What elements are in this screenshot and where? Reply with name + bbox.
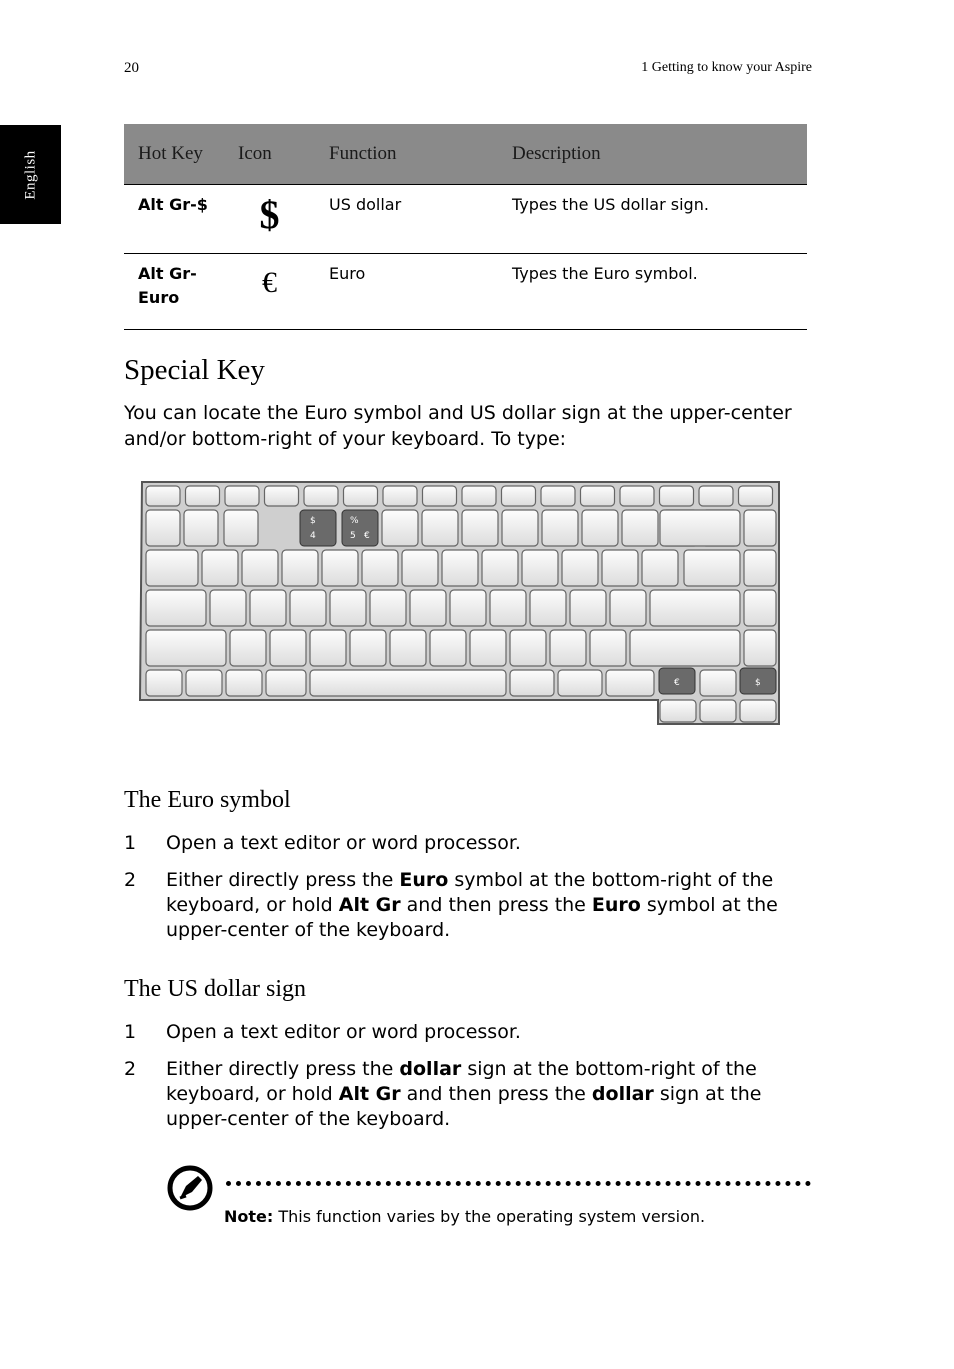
step-text: Open a text editor or word processor.: [166, 1021, 521, 1043]
hotkey-table: [124, 124, 807, 330]
key-5-euro: [342, 510, 378, 546]
table-header-row: [124, 124, 807, 185]
keyboard-key: [700, 670, 736, 696]
keyboard-key: [390, 630, 426, 666]
step-emphasis: Euro: [399, 869, 449, 891]
keyboard-key: [570, 590, 606, 626]
keyboard-key: [660, 486, 694, 506]
section-heading-dollar: The US dollar sign: [124, 976, 306, 1002]
keyboard-key: [502, 510, 538, 546]
keyboard-key: [146, 510, 180, 546]
keyboard-key: [310, 670, 506, 696]
keyboard-key: [146, 590, 206, 626]
hot-key-cell: Alt Gr-$: [124, 185, 224, 254]
key5-top-label: %: [350, 516, 359, 526]
dollar-icon: $: [259, 192, 280, 237]
keyboard-key: [582, 510, 618, 546]
keyboard-key: [402, 550, 438, 586]
step-text-pre: Either directly press the: [166, 869, 400, 891]
dollar-steps-list: [124, 1020, 814, 1144]
note-pen-icon: [166, 1164, 214, 1212]
keyboard-key: [550, 630, 586, 666]
keyboard-key: [270, 630, 306, 666]
keyboard-key: [442, 550, 478, 586]
step-emphasis: dollar: [591, 1083, 654, 1105]
step-number: 2: [124, 1058, 137, 1080]
keyboard-key: [226, 670, 262, 696]
keyboard-illustration: [138, 478, 784, 730]
step-text-mid: and then press the: [400, 1083, 592, 1105]
function-cell: Euro: [315, 254, 498, 330]
key4-top-label: $: [310, 516, 316, 526]
keyboard-key: [422, 510, 458, 546]
keyboard-key: [266, 670, 306, 696]
keyboard-key: [250, 590, 286, 626]
keyboard-key: [423, 486, 457, 506]
keyboard-key: [462, 486, 496, 506]
list-item: [124, 868, 814, 943]
keyboard-key: [558, 670, 602, 696]
function-cell: US dollar: [315, 185, 498, 254]
keyboard-key: [562, 550, 598, 586]
keyboard-key: [700, 700, 736, 722]
keyboard-key: [146, 630, 226, 666]
list-item: [124, 831, 814, 856]
list-item: [124, 1020, 814, 1045]
icon-cell: [224, 185, 315, 254]
keyboard-key: [490, 590, 526, 626]
step-number: 1: [124, 832, 137, 854]
description-cell: Types the Euro symbol.: [498, 254, 807, 330]
keyboard-key: [740, 700, 776, 722]
dollar-key-label: $: [755, 678, 761, 688]
keyboard-key: [282, 550, 318, 586]
note-text: [224, 1207, 705, 1226]
keyboard-key: [186, 670, 222, 696]
keyboard-key: [622, 510, 658, 546]
keyboard-key: [510, 670, 554, 696]
description-cell: Types the US dollar sign.: [498, 185, 807, 254]
icon-cell: [224, 254, 315, 330]
step-number: 1: [124, 1021, 137, 1043]
keyboard-key: [660, 510, 740, 546]
keyboard-key: [362, 550, 398, 586]
keyboard-key: [242, 550, 278, 586]
keyboard-key: [186, 486, 220, 506]
table-row: [124, 185, 807, 254]
keyboard-key: [370, 590, 406, 626]
keyboard-key: [602, 550, 638, 586]
keyboard-key: [322, 550, 358, 586]
section-heading-special-key: Special Key: [124, 354, 265, 386]
keyboard-key: [184, 510, 218, 546]
keyboard-key: [610, 590, 646, 626]
keyboard-key: [699, 486, 733, 506]
keyboard-key: [265, 486, 299, 506]
table-row: [124, 254, 807, 330]
euro-icon: €: [262, 266, 277, 299]
keyboard-key: [502, 486, 536, 506]
step-text-pre: Either directly press the: [166, 1058, 400, 1080]
keyboard-key: [344, 486, 378, 506]
keyboard-key: [330, 590, 366, 626]
keyboard-key: [230, 630, 266, 666]
keyboard-key: [542, 510, 578, 546]
col-header-description: Description: [498, 124, 807, 185]
key4-bottom-label: 4: [310, 531, 316, 541]
keyboard-key: [310, 630, 346, 666]
keyboard-key: [660, 700, 696, 722]
note-divider: [226, 1181, 811, 1186]
keyboard-key: [530, 590, 566, 626]
hot-key-cell: Alt Gr- Euro: [124, 254, 224, 330]
key-4-dollar: [300, 510, 336, 546]
col-header-function: Function: [315, 124, 498, 185]
keyboard-key: [620, 486, 654, 506]
step-number: 2: [124, 869, 137, 891]
keyboard-key: [430, 630, 466, 666]
keyboard-key: [744, 510, 776, 546]
step-text-mid: symbol at the bottom-right of the keyboard, or hold: [166, 869, 774, 916]
keyboard-key: [590, 630, 626, 666]
key5-euro-label: €: [364, 531, 370, 541]
keyboard-key: [290, 590, 326, 626]
keyboard-key: [606, 670, 654, 696]
keyboard-key: [510, 630, 546, 666]
step-emphasis: Alt Gr: [338, 894, 401, 916]
keyboard-key: [581, 486, 615, 506]
keyboard-key: [304, 486, 338, 506]
step-text-post: sign at the upper-center of the keyboard.: [166, 1083, 762, 1130]
col-header-icon: Icon: [224, 124, 315, 185]
keyboard-key: [146, 486, 180, 506]
keyboard-key: [744, 630, 776, 666]
step-text-post: symbol at the upper-center of the keyboard.: [166, 894, 778, 941]
keyboard-key: [202, 550, 238, 586]
keyboard-key: [383, 486, 417, 506]
language-tab-label: English: [22, 149, 38, 200]
keyboard-key: [146, 670, 182, 696]
keyboard-key: [744, 550, 776, 586]
keyboard-key: [350, 630, 386, 666]
language-tab: [0, 125, 61, 224]
section-heading-euro: The Euro symbol: [124, 787, 291, 813]
keyboard-key: [470, 630, 506, 666]
note-label: Note:: [224, 1207, 274, 1226]
keyboard-key: [739, 486, 773, 506]
keyboard-key: [382, 510, 418, 546]
keyboard-key: [684, 550, 740, 586]
keyboard-key: [744, 590, 776, 626]
keyboard-key: [224, 510, 258, 546]
keyboard-key: [630, 630, 740, 666]
keyboard-key: [462, 510, 498, 546]
key5-bottom-label: 5: [350, 531, 356, 541]
keyboard-key: [410, 590, 446, 626]
col-header-hot-key: Hot Key: [124, 124, 224, 185]
step-emphasis: dollar: [399, 1058, 462, 1080]
step-text: Open a text editor or word processor.: [166, 832, 521, 854]
note-body: This function varies by the operating system version.: [273, 1207, 706, 1226]
keyboard-key: [642, 550, 678, 586]
list-item: [124, 1057, 814, 1132]
keyboard-key: [450, 590, 486, 626]
intro-paragraph: You can locate the Euro symbol and US dollar sign at the upper-center and/or bottom-right of your keyboard. To type:: [124, 402, 792, 450]
keyboard-key: [522, 550, 558, 586]
keyboard-key: [541, 486, 575, 506]
keyboard-key: [482, 550, 518, 586]
step-emphasis: Alt Gr: [338, 1083, 401, 1105]
step-text-mid: and then press the: [400, 894, 592, 916]
keyboard-key: [210, 590, 246, 626]
keyboard-key: [650, 590, 740, 626]
keyboard-key: [146, 550, 198, 586]
keyboard-key: [225, 486, 259, 506]
step-emphasis: Euro: [591, 894, 641, 916]
running-header: 1 Getting to know your Aspire: [641, 60, 812, 75]
euro-steps-list: [124, 831, 814, 955]
step-text-mid: sign at the bottom-right of the keyboard, or hold: [166, 1058, 757, 1105]
euro-key-label: €: [674, 678, 680, 688]
page-number: 20: [124, 60, 139, 76]
